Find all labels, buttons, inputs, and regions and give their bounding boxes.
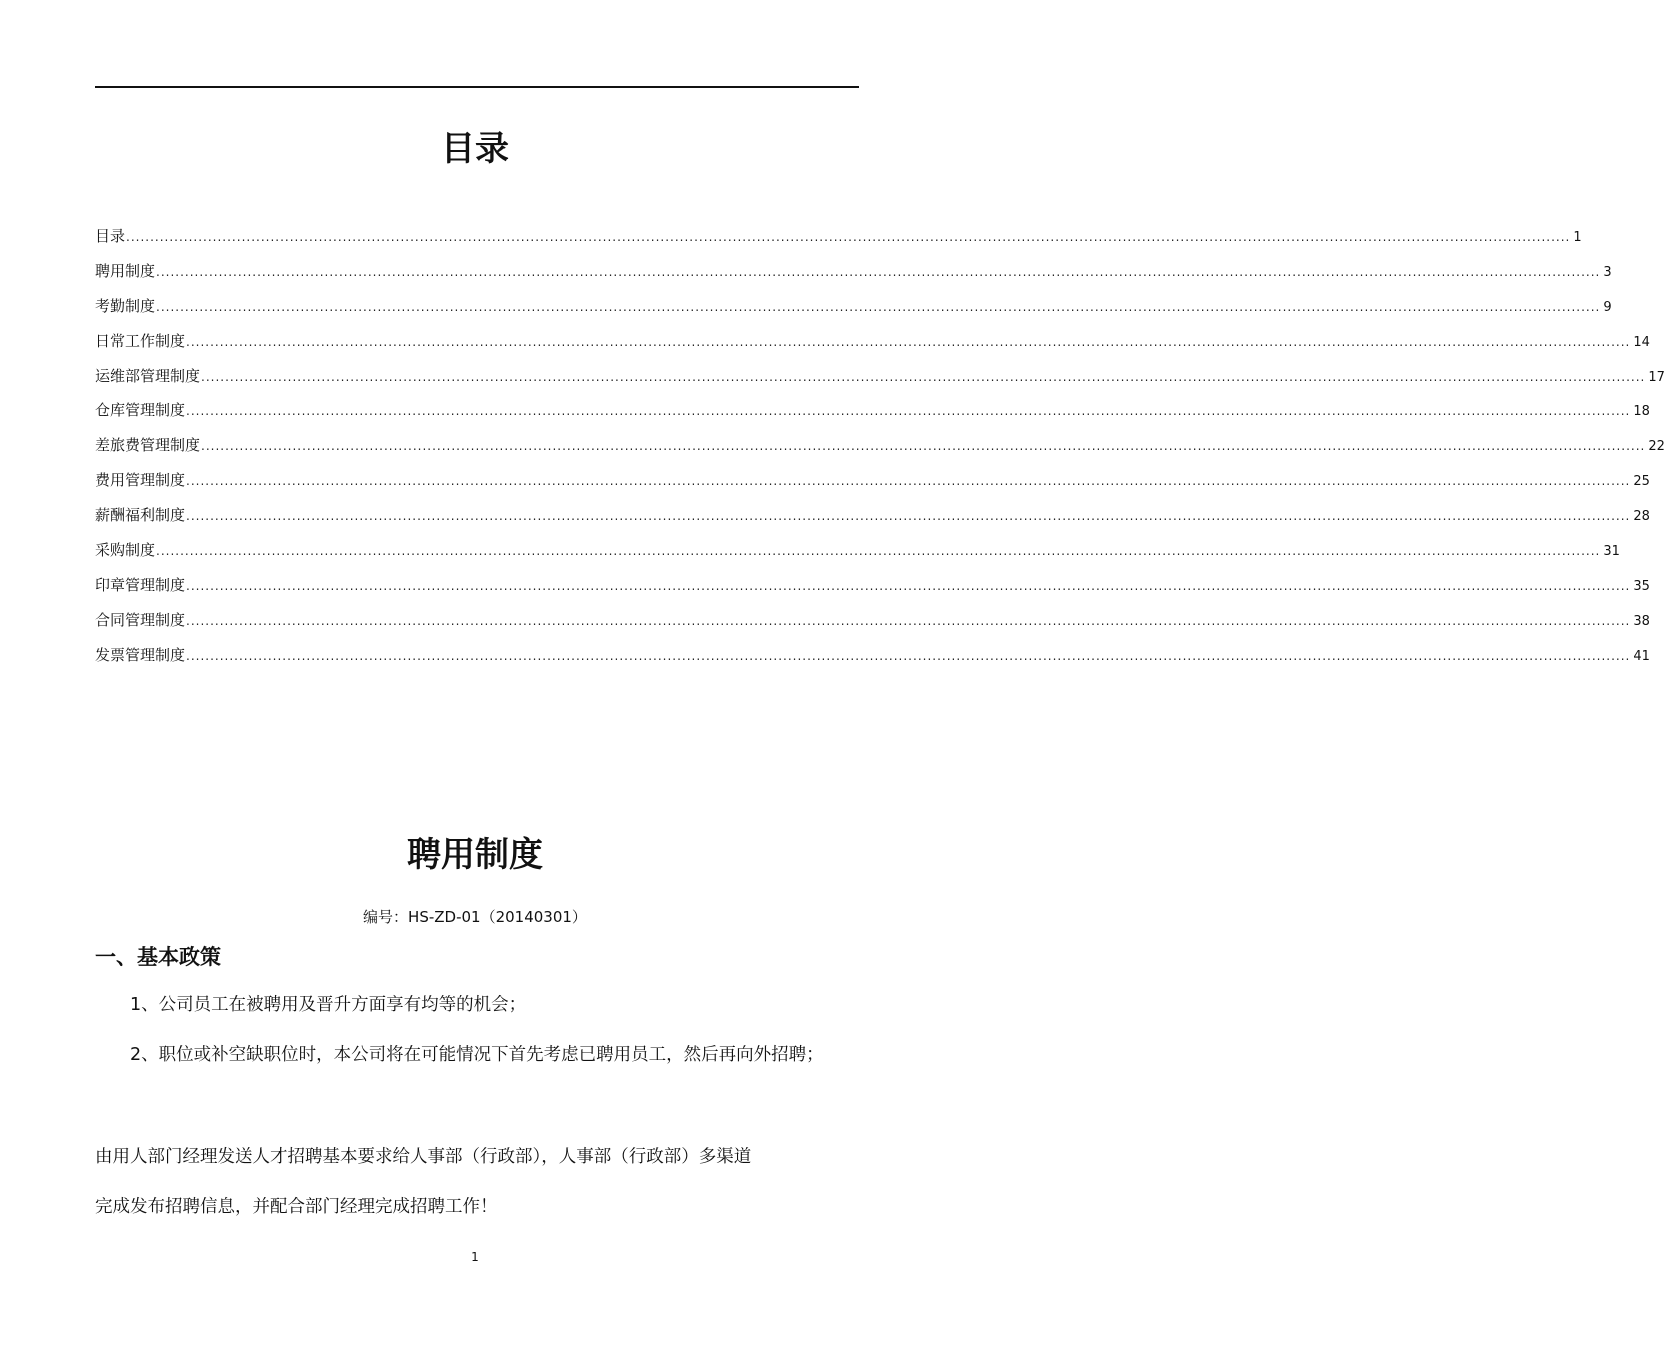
- toc-entry[interactable]: [95, 359, 1665, 394]
- toc-entry[interactable]: [95, 219, 1582, 254]
- toc-leader-dots: ............................................................................................................................................................................................................................................................................................................: [186, 613, 1631, 628]
- toc-entry[interactable]: [95, 638, 1650, 673]
- toc-leader-dots: ............................................................................................................................................................................................................................................................................................................: [186, 509, 1631, 524]
- toc-entry[interactable]: [95, 428, 1665, 463]
- toc-leader-dots: ............................................................................................................................................................................................................................................................................................................: [186, 578, 1631, 593]
- toc-entry-label: 聘用制度: [95, 261, 156, 280]
- body-paragraph: 完成发布招聘信息，并配合部门经理完成招聘工作！: [95, 1197, 498, 1217]
- toc-entry-label: 仓库管理制度: [95, 401, 186, 420]
- toc-entry-label: 日常工作制度: [95, 331, 186, 350]
- section-title: 聘用制度: [407, 835, 543, 875]
- toc-entry-label: 运维部管理制度: [95, 366, 201, 385]
- section-heading: 一、基本政策: [95, 945, 221, 969]
- toc-entry-page: 28: [1633, 509, 1650, 525]
- toc-entry-page: 31: [1603, 544, 1620, 560]
- toc-entry-page: 25: [1633, 474, 1650, 490]
- toc-entry-page: 1: [1573, 230, 1582, 245]
- toc-entry-label: 采购制度: [95, 541, 156, 560]
- toc-entry-page: 14: [1633, 334, 1650, 350]
- toc-leader-dots: ............................................................................................................................................................................................................................................................................................................: [186, 474, 1631, 489]
- toc-entry-label: 薪酬福利制度: [95, 506, 186, 525]
- toc-entry[interactable]: [95, 254, 1612, 289]
- body-paragraph: 1、公司员工在被聘用及晋升方面享有均等的机会；: [130, 995, 527, 1015]
- body-paragraph: 由用人部门经理发送人才招聘基本要求给人事部（行政部），人事部（行政部）多渠道: [95, 1147, 752, 1167]
- toc-entry-page: 38: [1633, 613, 1650, 629]
- toc-entry[interactable]: [95, 498, 1650, 533]
- toc-entry-page: 9: [1603, 299, 1612, 315]
- toc-leader-dots: ............................................................................................................................................................................................................................................................................................................: [201, 439, 1646, 454]
- toc-entry-page: 35: [1633, 578, 1650, 594]
- toc-leader-dots: ............................................................................................................................................................................................................................................................................................................: [126, 230, 1571, 244]
- toc-entry[interactable]: [95, 393, 1650, 428]
- document-code: 编号：HS-ZD-01（20140301）: [363, 908, 587, 926]
- toc-title: 目录: [441, 129, 509, 169]
- toc-entry-label: 印章管理制度: [95, 575, 186, 594]
- toc-entry-label: 考勤制度: [95, 296, 156, 315]
- toc-entry[interactable]: [95, 533, 1620, 568]
- toc-entry-page: 22: [1648, 439, 1665, 455]
- toc-entry-label: 合同管理制度: [95, 610, 186, 629]
- toc-entry[interactable]: [95, 568, 1650, 603]
- toc-entry-page: 18: [1633, 404, 1650, 420]
- table-of-contents: [95, 219, 1665, 673]
- toc-leader-dots: ............................................................................................................................................................................................................................................................................................................: [201, 369, 1646, 384]
- toc-entry-label: 发票管理制度: [95, 645, 186, 664]
- body-paragraph: 2、职位或补空缺职位时，本公司将在可能情况下首先考虑已聘用员工，然后再向外招聘；: [130, 1045, 824, 1065]
- toc-leader-dots: ............................................................................................................................................................................................................................................................................................................: [186, 404, 1631, 419]
- toc-entry[interactable]: [95, 463, 1650, 498]
- toc-entry-page: 17: [1648, 369, 1665, 385]
- toc-entry-page: 41: [1633, 648, 1650, 664]
- toc-leader-dots: ............................................................................................................................................................................................................................................................................................................: [156, 264, 1601, 279]
- toc-leader-dots: ............................................................................................................................................................................................................................................................................................................: [186, 334, 1631, 349]
- toc-leader-dots: ............................................................................................................................................................................................................................................................................................................: [156, 299, 1601, 314]
- toc-entry[interactable]: [95, 289, 1612, 324]
- toc-entry[interactable]: [95, 603, 1650, 638]
- toc-leader-dots: ............................................................................................................................................................................................................................................................................................................: [186, 648, 1631, 663]
- toc-entry[interactable]: [95, 324, 1650, 359]
- toc-entry-label: 差旅费管理制度: [95, 436, 201, 455]
- toc-entry-label: 目录: [95, 227, 126, 245]
- toc-leader-dots: ............................................................................................................................................................................................................................................................................................................: [156, 544, 1601, 559]
- header-rule: [95, 86, 859, 88]
- toc-entry-page: 3: [1603, 264, 1612, 280]
- toc-entry-label: 费用管理制度: [95, 471, 186, 490]
- page-number: 1: [471, 1250, 479, 1264]
